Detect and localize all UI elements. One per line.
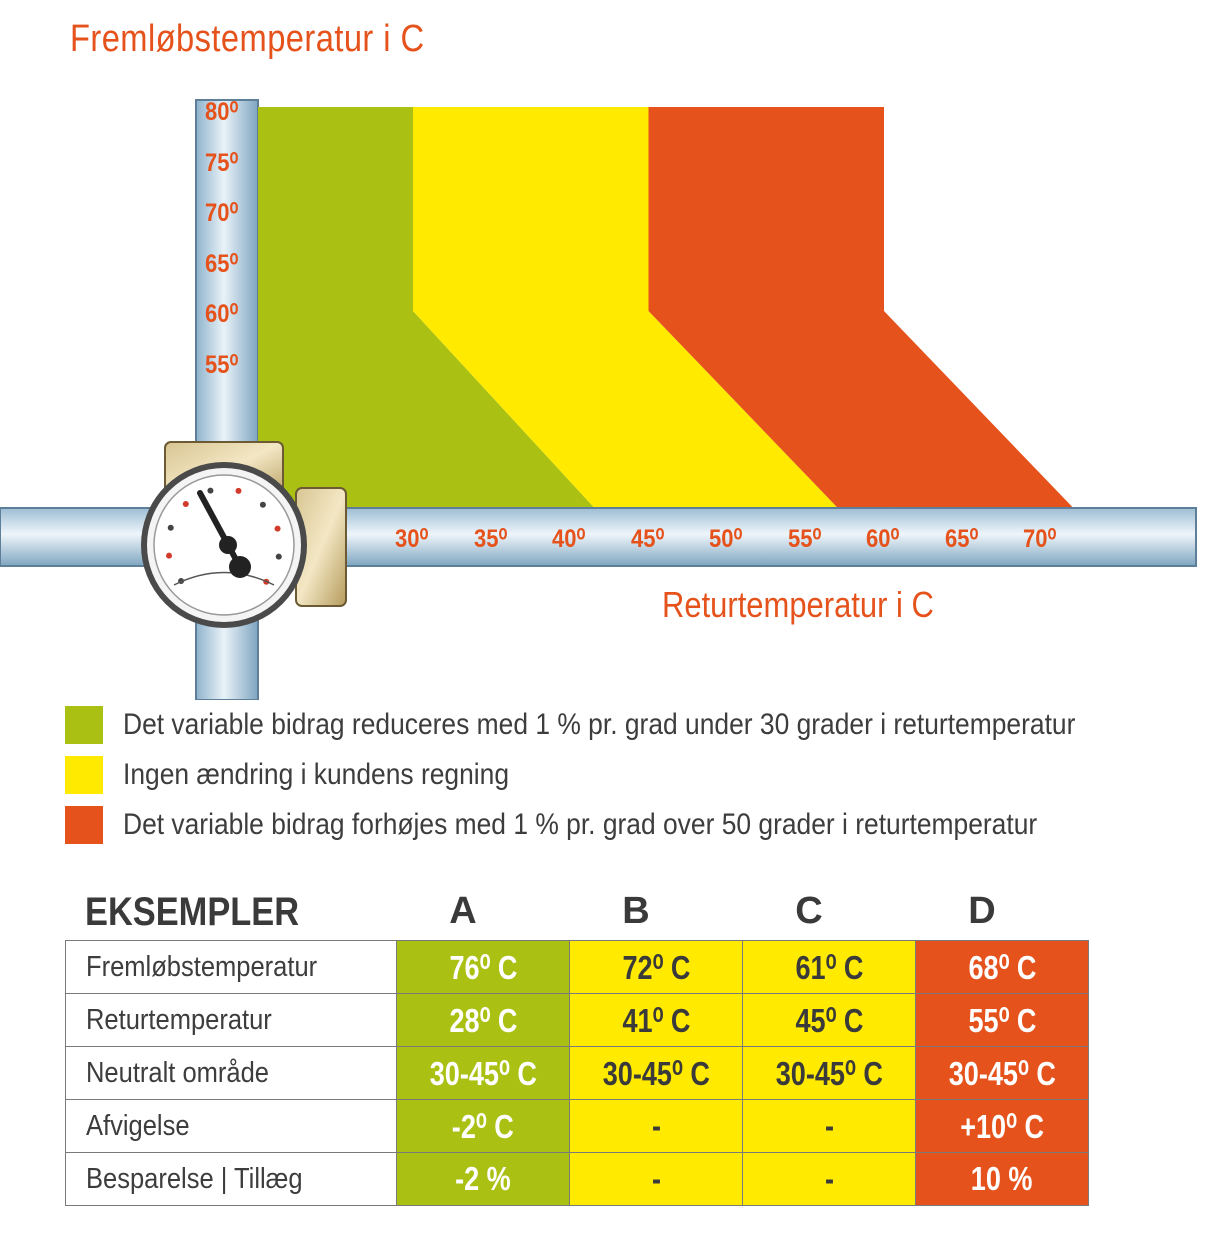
table-cell: -2⁰ C <box>452 1107 514 1145</box>
legend <box>65 700 1165 850</box>
table-row <box>66 994 1089 1047</box>
legend-item-red <box>65 800 1165 850</box>
legend-item-yellow <box>65 750 1165 800</box>
table-row <box>66 941 1089 994</box>
table-cell: 76⁰ C <box>448 948 518 986</box>
legend-swatch-red <box>65 806 103 844</box>
legend-text: Det variable bidrag forhøjes med 1 % pr. grad over 50 grader i returtemperatur <box>123 808 1038 841</box>
column-header-d: D <box>968 890 996 932</box>
examples-title: EKSEMPLER <box>85 890 300 934</box>
table-row <box>66 1153 1089 1206</box>
gauge-tick <box>260 502 266 508</box>
table-row <box>66 1047 1089 1100</box>
gauge-tick <box>207 488 213 494</box>
x-tick-label: 40⁰ <box>552 525 586 553</box>
legend-swatch-yellow <box>65 756 103 794</box>
row-label: Fremløbstemperatur <box>86 950 318 983</box>
x-tick-label: 60⁰ <box>866 525 900 553</box>
x-tick-label: 65⁰ <box>944 525 978 553</box>
pressure-gauge-icon <box>144 465 304 625</box>
row-label: Besparelse | Tillæg <box>86 1162 303 1195</box>
x-tick-label: 45⁰ <box>630 525 664 553</box>
gauge-tick <box>276 554 282 560</box>
table-cell: 55⁰ C <box>967 1001 1037 1039</box>
y-tick-label: 70⁰ <box>205 199 239 227</box>
gauge-tick <box>166 553 172 559</box>
column-header-b: B <box>622 890 650 932</box>
row-label: Afvigelse <box>86 1109 190 1142</box>
y-tick-label: 55⁰ <box>205 350 239 379</box>
table-cell: 68⁰ C <box>967 948 1037 986</box>
column-header-c: C <box>795 890 823 932</box>
x-tick-label: 70⁰ <box>1023 525 1057 553</box>
x-tick-label: 35⁰ <box>473 525 507 553</box>
y-tick-label: 60⁰ <box>205 300 239 328</box>
column-header-a: A <box>449 890 477 932</box>
x-tick-label: 30⁰ <box>395 525 429 553</box>
table-cell: - <box>824 1160 834 1197</box>
legend-text: Det variable bidrag reduceres med 1 % pr. grad under 30 grader i returtemperatur <box>123 708 1076 741</box>
table-cell: 61⁰ C <box>794 948 864 986</box>
gauge-tick <box>168 525 174 531</box>
table-cell: 28⁰ C <box>448 1001 518 1039</box>
legend-text: Ingen ændring i kundens regning <box>123 758 510 791</box>
table-cell: - <box>651 1160 661 1197</box>
table-cell: -2 % <box>455 1160 511 1197</box>
gauge-tick <box>235 488 241 494</box>
gauge-tick <box>183 501 189 507</box>
table-cell: 30-45⁰ C <box>948 1054 1056 1092</box>
y-tick-label: 65⁰ <box>205 249 239 278</box>
chart-title: Fremløbstemperatur i C <box>70 18 425 60</box>
gauge-tick <box>275 526 281 532</box>
y-tick-label: 80⁰ <box>205 98 239 126</box>
table-cell: 30-45⁰ C <box>602 1054 710 1092</box>
row-label: Returtemperatur <box>86 1003 272 1036</box>
row-label: Neutralt område <box>86 1056 269 1089</box>
x-tick-label: 50⁰ <box>709 525 743 553</box>
examples-table <box>65 940 1089 1206</box>
table-cell: 30-45⁰ C <box>429 1054 537 1092</box>
y-tick-label: 75⁰ <box>205 148 239 177</box>
table-cell: 41⁰ C <box>621 1001 691 1039</box>
table-cell: 10 % <box>971 1160 1033 1197</box>
table-row <box>66 1100 1089 1153</box>
table-cell: +10⁰ C <box>960 1107 1044 1145</box>
table-cell: - <box>824 1107 834 1144</box>
table-cell: 45⁰ C <box>794 1001 864 1039</box>
table-cell: - <box>651 1107 661 1144</box>
legend-item-green <box>65 700 1165 750</box>
x-axis-title: Returtemperatur i C <box>662 584 934 625</box>
x-tick-label: 55⁰ <box>787 525 821 553</box>
legend-swatch-green <box>65 706 103 744</box>
table-cell: 30-45⁰ C <box>775 1054 883 1092</box>
table-cell: 72⁰ C <box>621 948 691 986</box>
